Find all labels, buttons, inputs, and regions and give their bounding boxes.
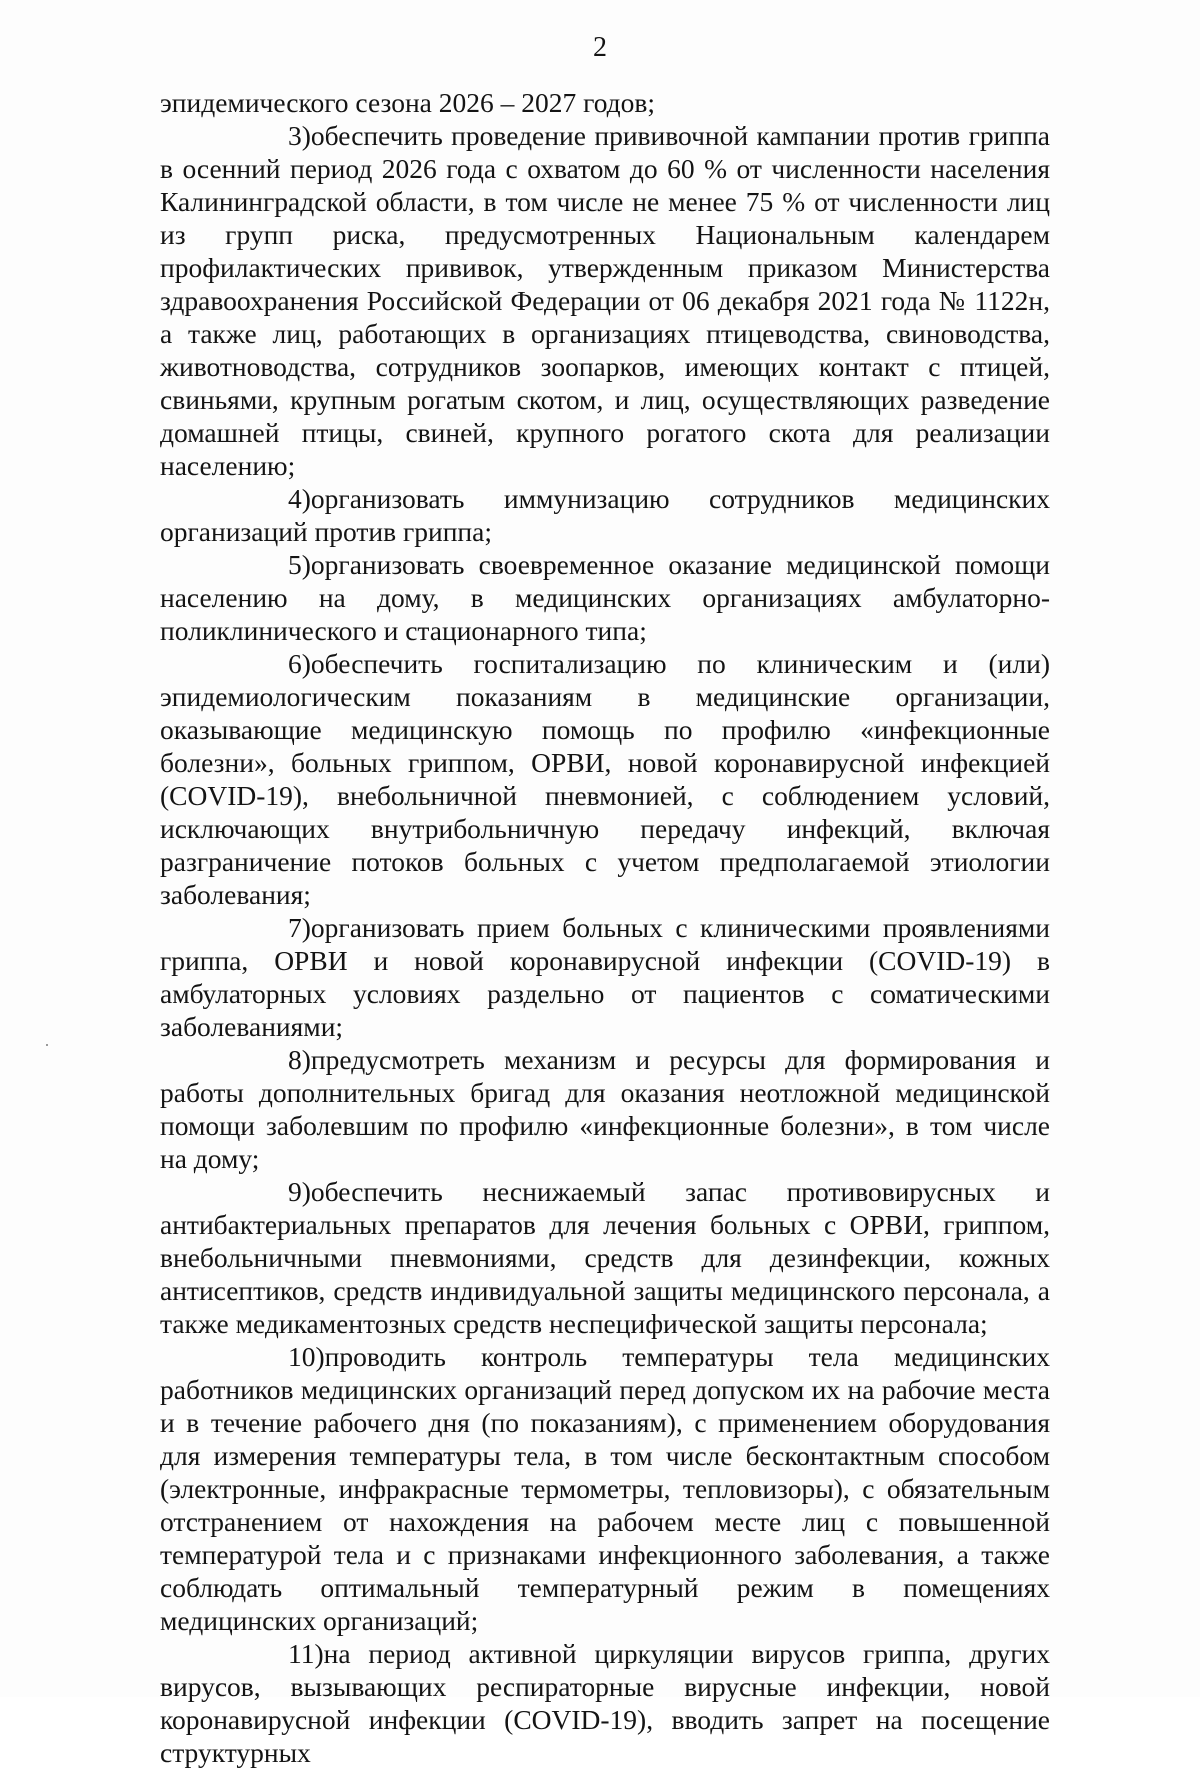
- item-number: 7): [288, 912, 311, 943]
- list-item-6: [160, 647, 1050, 911]
- item-text: на период активной циркуляции вирусов гриппа, других вирусов, вызывающих респираторные вирусные инфекции, новой коронавирусной инфекции (COVID-19), вводить запрет на посещение структурных: [160, 1638, 1050, 1768]
- item-number: 5): [288, 549, 311, 580]
- item-number: 3): [288, 120, 311, 151]
- list-item-7: [160, 911, 1050, 1043]
- item-text: обеспечить проведение прививочной кампании против гриппа в осенний период 2026 года с охватом до 60 % от численности населения Калининградской области, в том числе не менее 75 % от численности лиц из групп риска, предусмотренных Национальным календарем профилактических прививок, утвержденным приказом Министерства здравоохранения Российской Федерации от 06 декабря 2021 года № 1122н, а также лиц, работающих в организациях птицеводства, свиноводства, животноводства, сотрудников зоопарков, имеющих контакт с птицей, свиньями, крупным рогатым скотом, и лиц, осуществляющих разведение домашней птицы, свиней, крупного рогатого скота для реализации населению;: [160, 120, 1050, 481]
- list-item-10: [160, 1340, 1050, 1637]
- item-number: 8): [288, 1044, 311, 1075]
- list-item-3: [160, 119, 1050, 482]
- list-item-8: [160, 1043, 1050, 1175]
- list-item-9: [160, 1175, 1050, 1340]
- item-text: организовать иммунизацию сотрудников медицинских организаций против гриппа;: [160, 483, 1050, 547]
- item-text: обеспечить госпитализацию по клиническим и (или) эпидемиологическим показаниям в медицинские организации, оказывающие медицинскую помощь по профилю «инфекционные болезни», больных гриппом, ОРВИ, новой коронавирусной инфекцией (COVID-19), внебольничной пневмонией, с соблюдением условий, исключающих внутрибольничную передачу инфекций, включая разграничение потоков больных с учетом предполагаемой этиологии заболевания;: [160, 648, 1050, 910]
- item-number: 10): [288, 1341, 325, 1372]
- opening-line: эпидемического сезона 2026 – 2027 годов;: [160, 87, 656, 118]
- item-text: предусмотреть механизм и ресурсы для формирования и работы дополнительных бригад для оказания неотложной медицинской помощи заболевшим по профилю «инфекционные болезни», в том числе на дому;: [160, 1044, 1050, 1174]
- list-item-4: [160, 482, 1050, 548]
- item-text: организовать своевременное оказание медицинской помощи населению на дому, в медицинских организациях амбулаторно-поликлинического и стационарного типа;: [160, 549, 1050, 646]
- item-number: 9): [288, 1176, 311, 1207]
- item-number: 11): [288, 1638, 324, 1669]
- item-number: 4): [288, 483, 311, 514]
- list-item-5: [160, 548, 1050, 647]
- list-item-11: [160, 1637, 1050, 1769]
- item-text: обеспечить неснижаемый запас противовирусных и антибактериальных препаратов для лечения больных с ОРВИ, гриппом, внебольничными пневмониями, средств для дезинфекции, кожных антисептиков, средств индивидуальной защиты медицинского персонала, а также медикаментозных средств неспецифической защиты персонала;: [160, 1176, 1050, 1339]
- document-body: [160, 86, 1050, 1769]
- scan-artifact-dot: [46, 1044, 48, 1046]
- item-number: 6): [288, 648, 311, 679]
- page-number: 2: [593, 32, 607, 63]
- item-text: проводить контроль температуры тела медицинских работников медицинских организаций перед допуском их на рабочие места и в течение рабочего дня (по показаниям), с применением оборудования для измерения температуры тела, в том числе бесконтактным способом (электронные, инфракрасные термометры, тепловизоры), с обязательным отстранением от нахождения на рабочем месте лиц с повышенной температурой тела и с признаками инфекционного заболевания, а также соблюдать оптимальный температурный режим в помещениях медицинских организаций;: [160, 1341, 1050, 1636]
- item-text: организовать прием больных с клиническими проявлениями гриппа, ОРВИ и новой коронавирусной инфекции (COVID-19) в амбулаторных условиях раздельно от пациентов с соматическими заболеваниями;: [160, 912, 1050, 1042]
